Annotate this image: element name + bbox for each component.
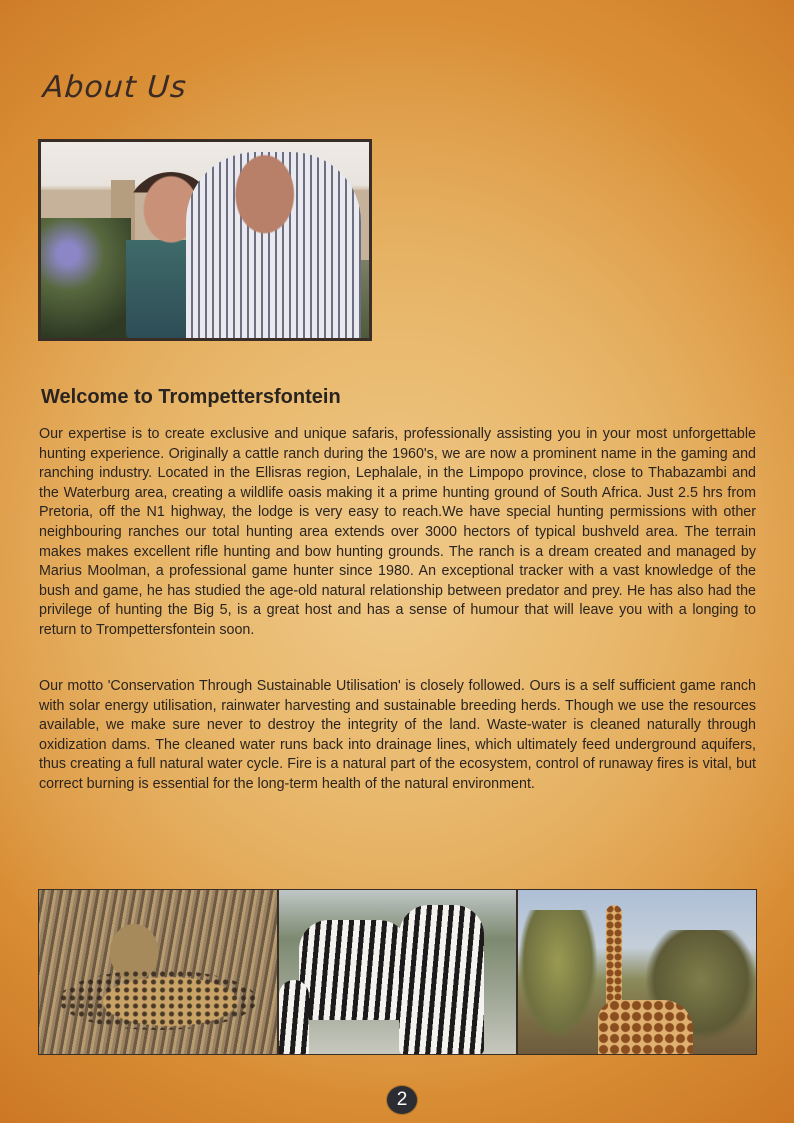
giraffe-photo	[518, 890, 756, 1054]
giraffe-body	[598, 1000, 693, 1054]
welcome-heading: Welcome to Trompettersfontein	[41, 386, 341, 408]
zebra-figure	[279, 980, 309, 1054]
page-number-badge: 2	[387, 1086, 417, 1114]
zebra-photo	[279, 890, 517, 1054]
owners-photo	[41, 142, 369, 338]
zebra-figure	[399, 905, 484, 1054]
motto-paragraph: Our motto 'Conservation Through Sustainable Utilisation' is closely followed. Ours is a self sufficient game ranch with solar energy utilisation, rainwater harvesting and sustainable breeding herds. Though we use the resources available, we make sure never to destroy the integrity of the land. Waste-water is cleaned naturally through oxidization dams. The cleaned water runs back into drainage lines, which ultimately feed underground aquifers, thus creating a full natural water cycle. Fire is a natural part of the ecosystem, control of runaway fires is vital, but correct burning is essential for the long-term health of the natural environment.	[39, 678, 756, 792]
leopard-spots	[59, 970, 257, 1030]
photo-tree	[518, 910, 598, 1040]
wildlife-gallery	[38, 889, 757, 1055]
photo-person-man	[186, 152, 361, 338]
leopard-photo	[39, 890, 277, 1054]
intro-paragraph: Our expertise is to create exclusive and unique safaris, professionally assisting you in your most unforgettable hunting experience. Originally a cattle ranch during the 1960's, we are now a prominent name in the gaming and ranching industry. Located in the Ellisras region, Lephalale, in the Limpopo province, close to Thabazambi and the Waterburg area, creating a wildlife oasis making it a prime hunting ground of South Africa. Just 2.5 hrs from Pretoria, off the N1 highway, the lodge is very easy to reach.We have special hunting permissions with other neighbouring ranches our total hunting area extends over 3000 hectors of typical bushveld area. The terrain makes makes excellent rifle hunting and bow hunting grounds. The ranch is a dream created and managed by Marius Moolman, a professional game hunter since 1980. An exceptional tracker with a vast knowledge of the bush and game, he has studied the age-old natural relationship between predator and prey. He has also had the privilege of hunting the Big 5, is a great host and has a sense of humour that will leave you with a longing to return to Trompettersfontein soon.	[39, 426, 756, 638]
photo-flowers	[41, 218, 131, 338]
owners-photo-frame	[38, 139, 372, 341]
zebra-figure	[299, 920, 409, 1020]
page-title: About Us	[41, 70, 189, 105]
